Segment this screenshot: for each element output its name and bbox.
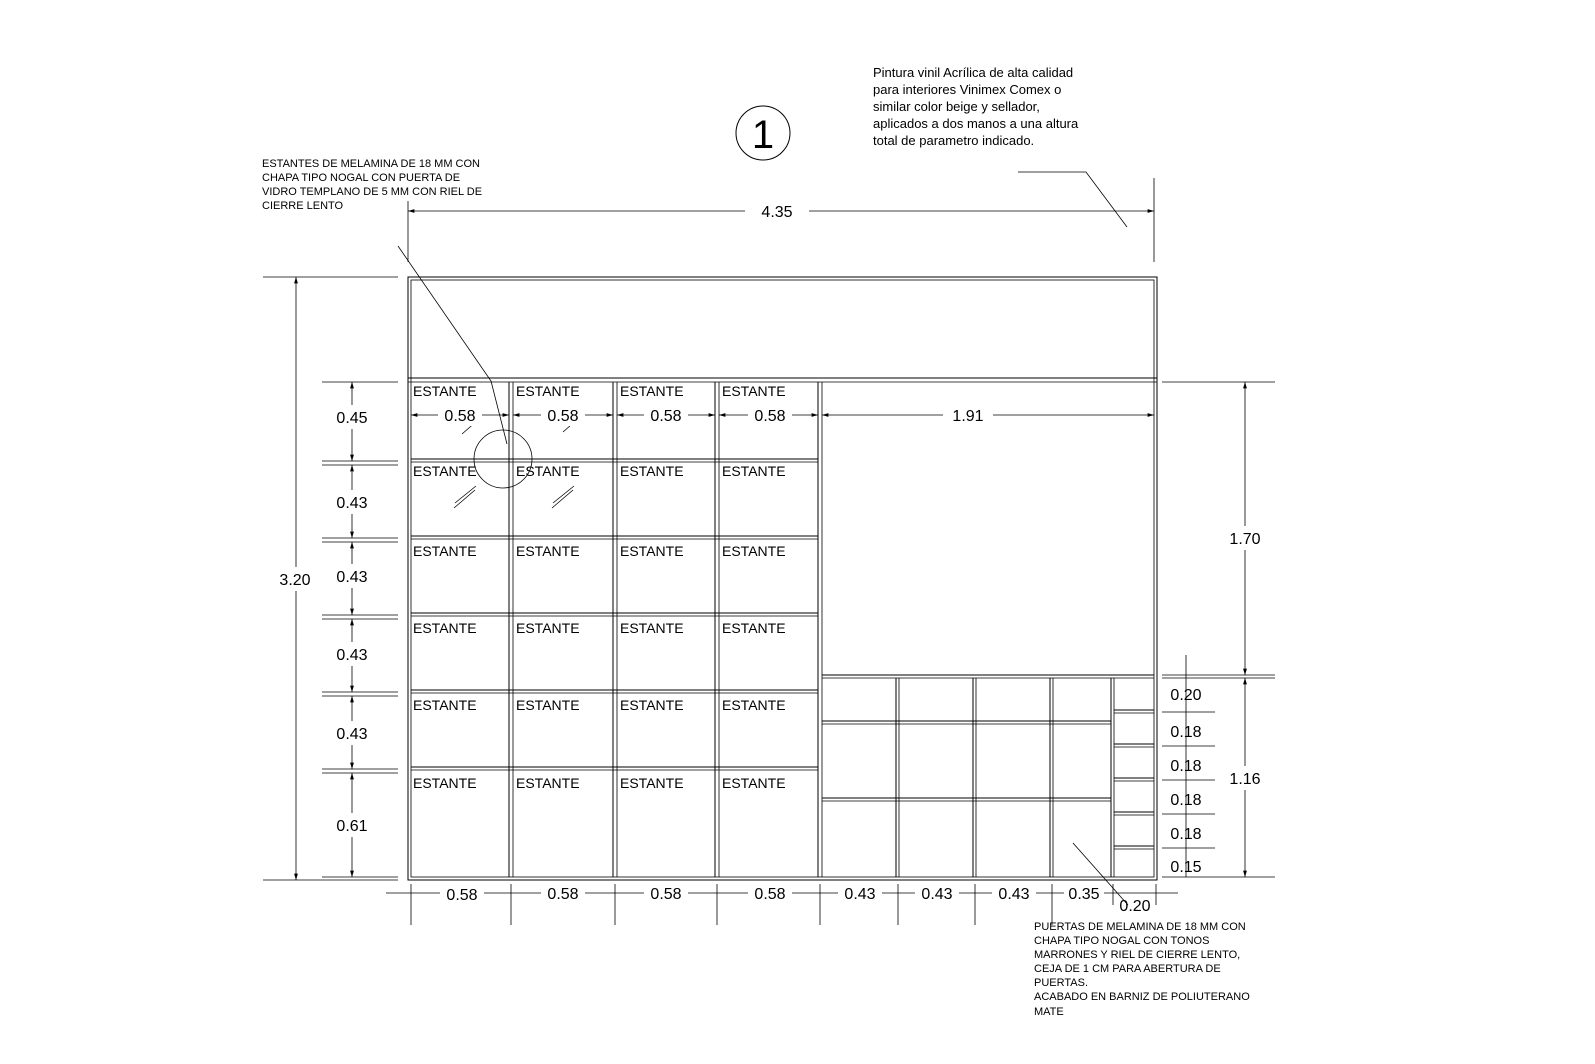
doors-note-line-3: MARRONES Y RIEL DE CIERRE LENTO,	[1034, 949, 1241, 961]
shelf-label: ESTANTE	[516, 463, 580, 479]
shelf-label: ESTANTE	[620, 543, 684, 559]
shelf-label: ESTANTE	[620, 775, 684, 791]
detail-number: 1	[751, 113, 775, 157]
dim-lower-height: 1.16	[1229, 771, 1261, 788]
dim-drawer-1: 0.20	[1170, 687, 1202, 704]
shelf-label: ESTANTE	[722, 543, 786, 559]
shelves-note-line-1: ESTANTES DE MELAMINA DE 18 MM CON	[262, 158, 481, 170]
shelf-label: ESTANTE	[722, 463, 786, 479]
glass-hatch-1	[454, 490, 475, 508]
dim-total-height-label: 3.20	[279, 572, 311, 589]
glass-hatch-3	[552, 490, 573, 508]
dim-bottom-5: 0.43	[844, 886, 876, 903]
shelves-note-line-2: CHAPA TIPO NOGAL CON PUERTA DE	[262, 172, 461, 184]
shelf-label: ESTANTE	[413, 775, 477, 791]
dim-drawer-heights	[1162, 655, 1215, 877]
dim-shelf-widths-top	[411, 404, 1154, 426]
shelves-note-line-3: VIDRO TEMPLANO DE 5 MM CON RIEL DE	[262, 186, 483, 198]
dim-top-width-2: 0.58	[547, 408, 579, 425]
dim-bottom-6: 0.43	[921, 886, 953, 903]
dim-shelf-rows	[322, 382, 398, 877]
shelf-label: ESTANTE	[516, 620, 580, 636]
dim-row-6: 0.61	[336, 818, 368, 835]
doors-note-line-6: ACABADO EN BARNIZ DE POLIUTERANO	[1034, 991, 1250, 1003]
dim-total-width-label: 4.35	[761, 204, 793, 221]
shelf-label: ESTANTE	[722, 383, 786, 399]
shelf-label: ESTANTE	[413, 620, 477, 636]
detail-number-bubble	[736, 106, 790, 160]
paint-note-line-2: para interiores Vinimex Comex o	[873, 82, 1062, 97]
shelf-label: ESTANTE	[413, 543, 477, 559]
dim-drawer-6: 0.15	[1170, 859, 1202, 876]
paint-note-line-5: total de parametro indicado.	[873, 133, 1035, 148]
dim-total-width	[408, 178, 1154, 262]
dim-bottom-4: 0.58	[754, 886, 786, 903]
shelf-label: ESTANTE	[413, 463, 477, 479]
shelf-label: ESTANTE	[516, 775, 580, 791]
dim-bottom-1: 0.58	[446, 887, 478, 904]
shelf-label: ESTANTE	[620, 463, 684, 479]
doors-note	[1034, 843, 1250, 1018]
dim-row-2: 0.43	[336, 495, 368, 512]
dim-open-width: 1.91	[952, 408, 984, 425]
lower-cabinet	[822, 675, 1154, 877]
dim-row-4: 0.43	[336, 647, 368, 664]
dim-top-width-3: 0.58	[650, 408, 682, 425]
dim-drawer-5: 0.18	[1170, 826, 1202, 843]
shelves-note	[262, 158, 579, 508]
dim-row-3: 0.43	[336, 569, 368, 586]
dim-top-width-1: 0.58	[444, 408, 476, 425]
dim-row-5: 0.43	[336, 726, 368, 743]
dim-drawer-2: 0.18	[1170, 724, 1202, 741]
dim-open-height: 1.70	[1229, 531, 1261, 548]
doors-note-line-5: PUERTAS.	[1034, 977, 1088, 989]
shelves-note-line-4: CIERRE LENTO	[262, 200, 344, 212]
shelf-label: ESTANTE	[413, 383, 477, 399]
shelf-label: ESTANTE	[722, 620, 786, 636]
shelf-label: ESTANTE	[722, 697, 786, 713]
dim-bottom-7: 0.43	[998, 886, 1030, 903]
dim-drawer-3: 0.18	[1170, 758, 1202, 775]
paint-note	[873, 65, 1127, 227]
glass-hatch-4	[553, 486, 574, 503]
glass-hatch-2	[455, 486, 476, 503]
shelf-label: ESTANTE	[620, 620, 684, 636]
doors-note-line-2: CHAPA TIPO NOGAL CON TONOS	[1034, 935, 1210, 947]
paint-note-line-4: aplicados a dos manos a una altura	[873, 116, 1079, 131]
shelf-label: ESTANTE	[516, 543, 580, 559]
shelf-labels	[413, 383, 786, 791]
dim-bottom-9: 0.20	[1119, 898, 1151, 915]
shelf-label: ESTANTE	[620, 697, 684, 713]
doors-note-line-4: CEJA DE 1 CM PARA ABERTURA DE	[1034, 963, 1221, 975]
dim-bottom-3: 0.58	[650, 886, 682, 903]
paint-note-line-3: similar color beige y sellador,	[873, 99, 1040, 114]
dim-row-1: 0.45	[336, 410, 368, 427]
doors-note-line-1: PUERTAS DE MELAMINA DE 18 MM CON	[1034, 921, 1246, 933]
shelf-label: ESTANTE	[722, 775, 786, 791]
dim-bottom-widths	[386, 882, 1178, 925]
shelf-label: ESTANTE	[516, 697, 580, 713]
shelf-label: ESTANTE	[413, 697, 477, 713]
dim-bottom-2: 0.58	[547, 886, 579, 903]
paint-note-line-1: Pintura vinil Acrílica de alta calidad	[873, 65, 1074, 80]
shelf-label: ESTANTE	[516, 383, 580, 399]
dim-top-width-4: 0.58	[754, 408, 786, 425]
dim-drawer-4: 0.18	[1170, 792, 1202, 809]
paint-note-leader	[1018, 172, 1127, 227]
shelf-label: ESTANTE	[620, 383, 684, 399]
dim-bottom-8: 0.35	[1068, 886, 1100, 903]
doors-note-line-7: MATE	[1034, 1006, 1064, 1018]
